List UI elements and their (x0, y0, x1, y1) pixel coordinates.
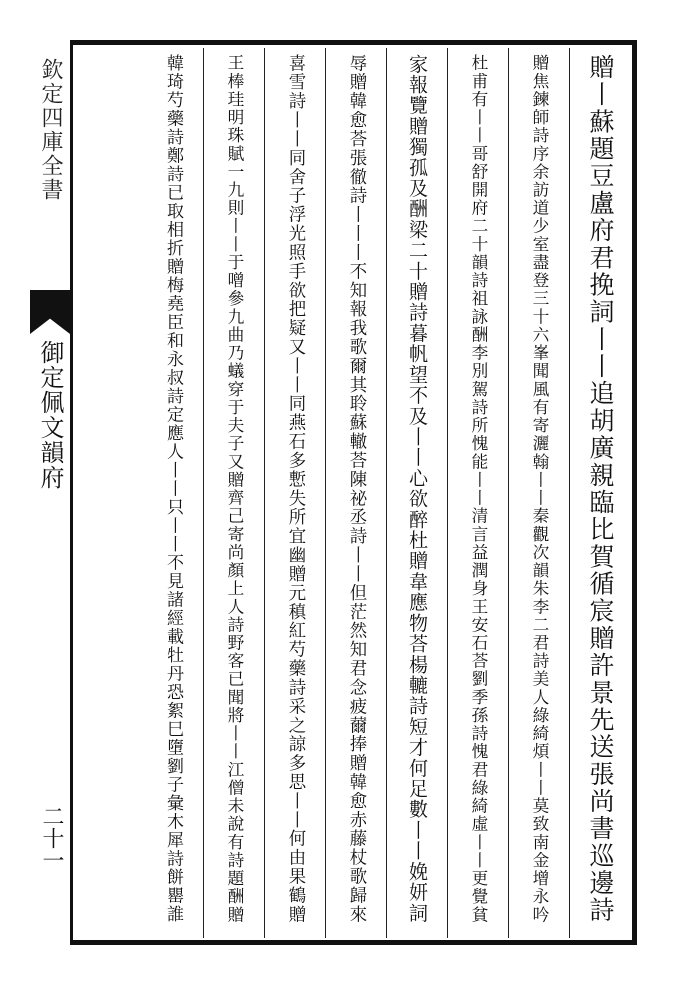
text-column-2: 贈焦鍊師詩序余訪道少室盡登三十六峯聞風有寄灑翰丨丨秦觀次韻朱李二君詩美人綠綺煩丨丨莫致南金增永吟 (508, 48, 569, 938)
margin-book-title: 御定佩文韻府 (36, 340, 64, 490)
frame-bottom-border (70, 940, 635, 945)
center-margin-strip (30, 40, 70, 945)
margin-collection-title: 欽定四庫全書 (38, 58, 63, 202)
book-page (30, 40, 645, 945)
text-column-8: 韓琦芍藥詩鄭詩已取相折贈梅堯臣和永叔詩定應人丨丨只丨丨不見諸經載牡丹恐絮巳墮劉子彙木犀詩餅罌誰 (163, 54, 183, 924)
margin-page-number: 二十一 (39, 805, 64, 871)
frame-right-border (632, 40, 637, 945)
text-column-4: 家報覽贈獨孤及酬梁二十贈詩暮帆望不及丨丨心欲醉杜贈韋應物荅楊轆詩短才何足數丨丨娩妍詞 (386, 48, 447, 938)
frame-top-border (70, 40, 635, 45)
fishtail-mark-icon (30, 290, 70, 334)
text-column-7: 王棒珪明珠賦一九則丨丨于噌參九曲乃蟻穿于夫子又贈齊己寄尚顏上人詩野客已聞將丨丨江僧未說有詩題酬贈 (203, 48, 264, 938)
text-columns (75, 48, 630, 938)
text-column-5: 辱贈韓愈荅張徹詩丨丨丨不知報我歌爾其聆蘇轍荅陳祕丞詩丨丨但茫然知君念疲薾捧贈韓愈赤藤杖歌歸來 (325, 48, 386, 938)
frame-left-border (70, 40, 73, 945)
text-column-1: 贈丨蘇題豆盧府君挽詞丨丨追胡廣親臨比賀循宸贈許景先送張尚書巡邊詩 (569, 48, 630, 938)
text-column-6: 喜雪詩丨丨同舍子浮光照手欲把疑又丨丨同燕石多慙失所宜幽贈元稹紅芍藥詩采之諒多思丨丨何由果鶴贈 (264, 48, 325, 938)
text-column-3: 杜甫有丨丨哥舒開府二十韻詩祖詠酬李別駕詩所愧能丨丨清言益潤身王安石荅劉季孫詩愧君綠綺虛丨丨更覺貧 (447, 48, 508, 938)
